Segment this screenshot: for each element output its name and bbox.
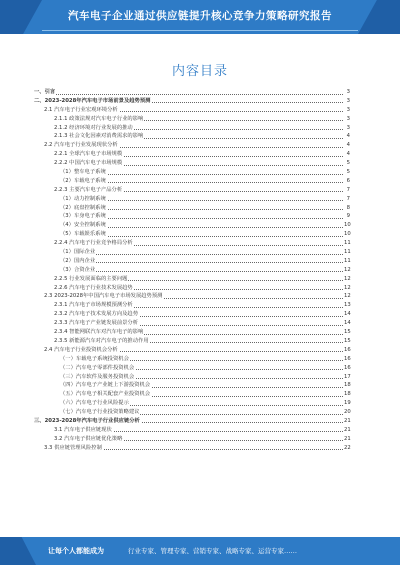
toc-entry-label: （六）汽车电子行业风险提示 — [60, 400, 129, 407]
toc-entry[interactable] — [34, 186, 350, 195]
toc-entry[interactable] — [34, 426, 350, 435]
toc-entry[interactable] — [34, 177, 350, 186]
toc-entry-page: 3 — [344, 88, 350, 97]
toc-entry[interactable] — [34, 292, 350, 301]
toc-entry[interactable] — [34, 319, 350, 328]
toc-entry-page: 7 — [344, 195, 350, 204]
toc-entry[interactable] — [34, 417, 350, 426]
table-of-contents — [34, 88, 350, 453]
toc-entry-page: 15 — [344, 329, 351, 336]
toc-entry[interactable] — [34, 230, 350, 239]
toc-entry-label: （1）整车电子系统 — [60, 169, 106, 176]
toc-entry-page: 16 — [344, 346, 351, 353]
toc-entry[interactable] — [34, 168, 350, 177]
toc-entry[interactable] — [34, 399, 350, 408]
toc-entry[interactable] — [34, 435, 350, 444]
toc-entry-label: 2.1.2 经济环境对行业发展的推动 — [54, 124, 133, 131]
toc-entry[interactable] — [34, 195, 350, 204]
toc-entry[interactable] — [34, 115, 350, 124]
toc-entry-page: 21 — [344, 435, 351, 442]
footer-slogan: 让每个人都能成为 — [48, 547, 104, 555]
toc-entry-label: （2）车载电子系统 — [60, 177, 106, 184]
footer-roles: 行业专家、管理专家、营销专家、战略专家、运营专家…… — [128, 547, 297, 555]
toc-entry[interactable] — [34, 364, 350, 373]
toc-entry-page: 12 — [344, 284, 351, 291]
toc-entry-label: 2.1 汽车电子行业宏观环境分析 — [44, 106, 118, 113]
toc-entry[interactable] — [34, 204, 350, 213]
toc-entry[interactable] — [34, 337, 350, 346]
toc-entry-label: 2.3.1 汽车电子市场规模预测分析 — [54, 302, 133, 309]
toc-entry-page: 12 — [344, 293, 351, 300]
toc-entry-page: 9 — [344, 212, 350, 221]
toc-entry-page: 18 — [344, 391, 351, 398]
toc-entry-page: 8 — [344, 204, 350, 213]
toc-entry-page: 11 — [344, 240, 351, 247]
toc-entry-page: 21 — [344, 426, 351, 433]
toc-entry[interactable] — [34, 408, 350, 417]
toc-entry[interactable] — [34, 355, 350, 364]
toc-entry-label: 2.3 2023-2028年中国汽车电子市场发展趋势预测 — [44, 293, 163, 300]
toc-entry[interactable] — [34, 257, 350, 266]
toc-leader-dots — [60, 262, 345, 263]
toc-entry[interactable] — [34, 301, 350, 310]
toc-entry[interactable] — [34, 248, 350, 257]
toc-entry[interactable] — [34, 266, 350, 275]
toc-entry-label: （三）汽车软件及服务投资机会 — [60, 373, 135, 380]
toc-entry-page: 4 — [344, 132, 350, 141]
toc-entry-label: （2）国内企业 — [60, 257, 96, 264]
toc-entry[interactable] — [34, 97, 350, 106]
toc-entry-label: 2.2.6 汽车电子行业技术发展趋势 — [54, 284, 133, 291]
toc-entry-page: 3 — [344, 97, 350, 106]
toc-entry-page: 3 — [344, 106, 350, 115]
toc-entry-page: 13 — [344, 302, 351, 309]
toc-entry-label: 2.2.2 中国汽车电子市场规模 — [54, 160, 123, 167]
toc-entry-page: 3 — [344, 115, 350, 124]
toc-entry-label: （1）国际企业 — [60, 249, 96, 256]
toc-entry[interactable] — [34, 212, 350, 221]
toc-entry-page: 12 — [344, 275, 351, 282]
toc-entry-label: 2.2.4 汽车电子行业竞争格局分析 — [54, 240, 133, 247]
toc-entry[interactable] — [34, 106, 350, 115]
toc-entry-page: 11 — [344, 257, 351, 264]
toc-entry-label: 3.1 汽车电子供应链现状 — [54, 426, 112, 433]
toc-entry[interactable] — [34, 284, 350, 293]
toc-entry-page: 18 — [344, 382, 351, 389]
toc-entry[interactable] — [34, 275, 350, 284]
toc-entry-page: 4 — [344, 141, 350, 150]
toc-entry-page: 3 — [344, 124, 350, 133]
toc-entry[interactable] — [34, 381, 350, 390]
toc-entry[interactable] — [34, 444, 350, 453]
toc-entry-label: （3）合资企业 — [60, 266, 96, 273]
toc-entry-label: （1）动力控制系统 — [60, 195, 106, 202]
toc-entry-label: 2.2 汽车电子行业发展现状分析 — [44, 142, 118, 149]
toc-entry-page: 21 — [344, 417, 351, 424]
toc-entry[interactable] — [34, 310, 350, 319]
toc-leader-dots — [34, 94, 345, 95]
toc-entry[interactable] — [34, 159, 350, 168]
toc-entry-label: （一）车载电子系统投资机会 — [60, 355, 129, 362]
toc-entry-label: 2.3.2 汽车电子技术发展方向及趋势 — [54, 311, 139, 318]
toc-entry-page: 10 — [344, 222, 351, 229]
toc-entry[interactable] — [34, 328, 350, 337]
toc-entry-page: 6 — [344, 177, 350, 186]
toc-entry-label: 2.4 汽车电子行业投资机会分析 — [44, 346, 118, 353]
toc-entry-page: 22 — [344, 444, 351, 451]
toc-entry-label: （3）车身电子系统 — [60, 213, 106, 220]
header-divider — [42, 30, 358, 31]
toc-entry-page: 7 — [344, 186, 350, 195]
toc-entry-label: （二）汽车电子零部件投资机会 — [60, 364, 135, 371]
toc-entry[interactable] — [34, 390, 350, 399]
toc-entry-page: 16 — [344, 355, 351, 362]
toc-entry-label: 2.2.1 全球汽车电子市场规模 — [54, 151, 123, 158]
toc-entry-label: （五）汽车电子相关配套产业投资机会 — [60, 391, 151, 398]
toc-leader-dots — [60, 271, 345, 272]
header-band — [0, 0, 400, 34]
toc-entry-label: 2.3.4 智能网联汽车对汽车电子的影响 — [54, 329, 144, 336]
toc-heading: 内容目录 — [171, 64, 228, 79]
toc-entry-page: 16 — [344, 364, 351, 371]
toc-entry-label: 三、2023-2028年汽车电子行业供应链分析 — [34, 417, 140, 424]
toc-entry[interactable] — [34, 124, 350, 133]
toc-entry[interactable] — [34, 373, 350, 382]
toc-entry-page: 14 — [344, 311, 351, 318]
toc-entry-page: 19 — [344, 400, 351, 407]
footer-band — [0, 537, 400, 565]
report-title: 汽车电子企业通过供应链提升核心竞争力策略研究报告 — [68, 10, 332, 22]
toc-entry-label: 3.3 供应链管理风险控制 — [44, 444, 102, 451]
toc-entry-label: （2）底盘控制系统 — [60, 204, 106, 211]
toc-entry-label: （4）安全控制系统 — [60, 222, 106, 229]
toc-entry-page: 5 — [344, 168, 350, 177]
toc-entry[interactable] — [34, 239, 350, 248]
toc-entry[interactable] — [34, 221, 350, 230]
toc-entry-label: （四）汽车电子产业链上下游投资机会 — [60, 382, 151, 389]
toc-entry-page: 15 — [344, 337, 351, 344]
toc-entry-label: 2.3.3 汽车电子产业链发展前景分析 — [54, 320, 139, 327]
toc-entry-page: 10 — [344, 231, 351, 238]
toc-entry[interactable] — [34, 132, 350, 141]
toc-entry-label: 2.3.5 新能源汽车对汽车电子的推动作用 — [54, 337, 149, 344]
toc-entry-label: （七）汽车电子行业投资策略建议 — [60, 409, 140, 416]
toc-entry[interactable] — [34, 141, 350, 150]
toc-leader-dots — [60, 254, 345, 255]
toc-entry-page: 17 — [344, 373, 351, 380]
toc-entry-label: 一、引言 — [34, 89, 56, 95]
toc-entry-page: 11 — [344, 249, 351, 256]
toc-entry-label: 二、2023-2028年汽车电子市场前景及趋势预测 — [34, 97, 151, 104]
toc-entry-label: 3.2 汽车电子供应链优化策略 — [54, 435, 123, 442]
toc-entry-label: （5）车载娱乐系统 — [60, 231, 106, 238]
toc-entry-page: 5 — [344, 159, 350, 168]
footer-decoration — [0, 537, 36, 565]
toc-entry-page: 20 — [344, 409, 351, 416]
toc-entry-page: 12 — [344, 266, 351, 273]
toc-entry-label: 2.1.1 政策法规对汽车电子行业的影响 — [54, 115, 144, 122]
toc-entry[interactable] — [34, 346, 350, 355]
toc-entry[interactable] — [34, 88, 350, 97]
toc-entry[interactable] — [34, 150, 350, 159]
toc-entry-label: 2.2.3 主要汽车电子产品分析 — [54, 186, 123, 193]
toc-entry-label: 2.1.3 社会文化因素对消费需求的影响 — [54, 133, 144, 140]
toc-entry-page: 14 — [344, 320, 351, 327]
toc-entry-label: 2.2.5 行业发展面临的主要问题 — [54, 275, 128, 282]
toc-entry-page: 4 — [344, 150, 350, 159]
